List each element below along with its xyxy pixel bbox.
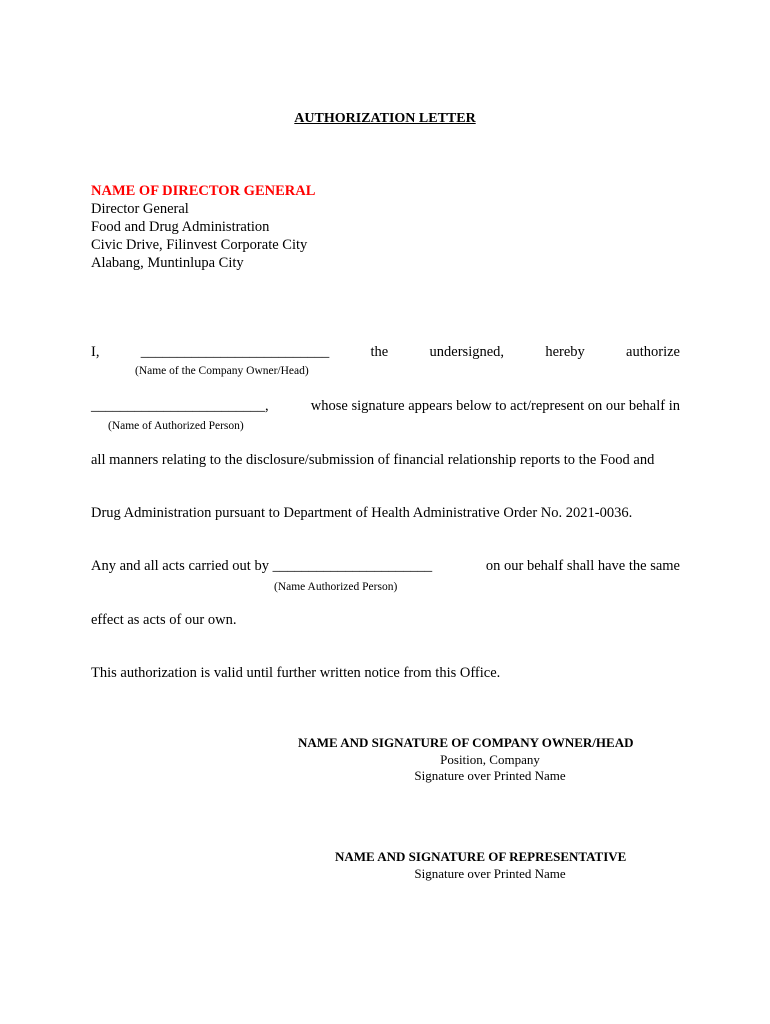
word-the: the bbox=[370, 344, 389, 360]
owner-name-blank: __________________________ bbox=[140, 344, 330, 360]
effect-line-1 bbox=[91, 558, 680, 575]
validity-statement: This authorization is valid until further written notice from this Office. bbox=[91, 665, 501, 681]
authorization-line-4: Drug Administration pursuant to Department of Health Administrative Order No. 2021-0036. bbox=[91, 505, 633, 521]
representative-signature-heading: NAME AND SIGNATURE OF REPRESENTATIVE bbox=[335, 849, 627, 864]
word-undersigned: undersigned, bbox=[429, 344, 505, 360]
authorization-line-1 bbox=[91, 344, 680, 361]
effect-line-1-end: on our behalf shall have the same bbox=[485, 558, 680, 574]
authorized-person-caption: (Name of Authorized Person) bbox=[108, 420, 244, 432]
authorization-line-2-text: whose signature appears below to act/represent on our behalf in bbox=[310, 398, 680, 414]
owner-name-caption: (Name of the Company Owner/Head) bbox=[135, 365, 309, 377]
authorization-line-3: all manners relating to the disclosure/submission of financial relationship reports to the Food and bbox=[91, 452, 655, 468]
letter-title: AUTHORIZATION LETTER bbox=[294, 111, 476, 126]
authorized-person-caption-2: (Name Authorized Person) bbox=[274, 581, 398, 593]
owner-signature-caption: Signature over Printed Name bbox=[414, 768, 566, 783]
addressee-agency: Food and Drug Administration bbox=[91, 219, 270, 235]
addressee-title: Director General bbox=[91, 201, 189, 217]
addressee-name: NAME OF DIRECTOR GENERAL bbox=[91, 183, 316, 199]
addressee-street: Civic Drive, Filinvest Corporate City bbox=[91, 237, 308, 253]
effect-line-2: effect as acts of our own. bbox=[91, 612, 237, 628]
word-hereby: hereby bbox=[545, 344, 585, 360]
effect-line-1-start: Any and all acts carried out by ______________________ bbox=[91, 558, 433, 574]
owner-position: Position, Company bbox=[440, 752, 540, 767]
authorized-person-blank: ________________________, bbox=[91, 398, 269, 414]
addressee-city: Alabang, Muntinlupa City bbox=[91, 255, 244, 271]
owner-signature-heading: NAME AND SIGNATURE OF COMPANY OWNER/HEAD bbox=[298, 735, 634, 750]
representative-signature-caption: Signature over Printed Name bbox=[414, 866, 566, 881]
word-authorize: authorize bbox=[626, 344, 680, 360]
authorization-line-2 bbox=[91, 398, 680, 415]
pronoun-word: I, bbox=[91, 344, 100, 360]
